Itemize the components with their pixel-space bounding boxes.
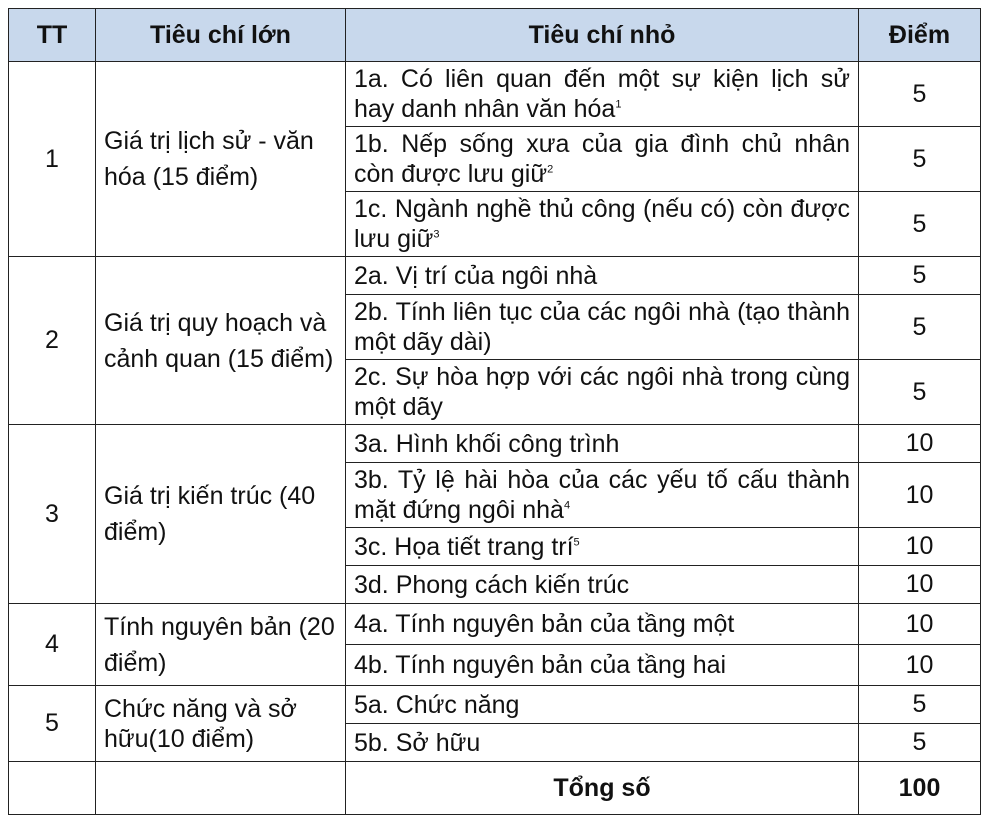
header-tt: TT	[9, 9, 96, 62]
criterion-points: 5	[859, 192, 981, 257]
minor-criterion	[346, 528, 859, 566]
minor-criterion-text: 1b. Nếp sống xưa của gia đình chủ nhân còn được lưu giữ	[354, 130, 850, 188]
header-row	[9, 9, 981, 62]
total-row	[9, 762, 981, 815]
criterion-points: 10	[859, 528, 981, 566]
criterion-points: 5	[859, 127, 981, 192]
major-criterion: Giá trị quy hoạch và cảnh quan (15 điểm)	[96, 257, 346, 425]
group-number: 2	[9, 257, 96, 425]
criterion-points: 10	[859, 463, 981, 528]
total-label: Tổng số	[346, 762, 859, 815]
criterion-points: 10	[859, 645, 981, 686]
header-minor-criteria: Tiêu chí nhỏ	[346, 9, 859, 62]
table-row	[9, 257, 981, 295]
criteria-table	[8, 8, 981, 815]
footnote-marker: 1	[615, 98, 622, 111]
minor-criterion: 3d. Phong cách kiến trúc	[346, 566, 859, 604]
criterion-points: 5	[859, 724, 981, 762]
criterion-points: 10	[859, 604, 981, 645]
criterion-points: 5	[859, 686, 981, 724]
table-row	[9, 604, 981, 645]
criterion-points: 10	[859, 425, 981, 463]
header-major-criteria: Tiêu chí lớn	[96, 9, 346, 62]
minor-criterion: 5b. Sở hữu	[346, 724, 859, 762]
major-criterion: Giá trị kiến trúc (40 điểm)	[96, 425, 346, 604]
minor-criterion: 4a. Tính nguyên bản của tầng một	[346, 604, 859, 645]
major-criterion: Giá trị lịch sử - văn hóa (15 điểm)	[96, 62, 346, 257]
table-row	[9, 686, 981, 724]
minor-criterion-text: 3c. Họa tiết trang trí	[354, 532, 574, 561]
minor-criterion: 3a. Hình khối công trình	[346, 425, 859, 463]
footnote-marker: 4	[563, 499, 571, 512]
minor-criterion	[346, 62, 859, 127]
criterion-points: 5	[859, 360, 981, 425]
footnote-marker: 5	[573, 536, 580, 549]
footnote-marker: 3	[433, 228, 440, 241]
header-points: Điểm	[859, 9, 981, 62]
minor-criterion-text: 1a. Có liên quan đến một sự kiện lịch sử hay danh nhân văn hóa	[354, 65, 850, 123]
minor-criterion-text: 3b. Tỷ lệ hài hòa của các yếu tố cấu thành mặt đứng ngôi nhà	[354, 466, 850, 524]
criteria-table-container	[8, 8, 980, 815]
total-empty-major	[96, 762, 346, 815]
criterion-points: 5	[859, 257, 981, 295]
group-number: 3	[9, 425, 96, 604]
major-criterion: Chức năng và sở hữu(10 điểm)	[96, 686, 346, 762]
total-empty-tt	[9, 762, 96, 815]
footnote-marker: 2	[547, 163, 554, 176]
minor-criterion-text: 1c. Ngành nghề thủ công (nếu có) còn được lưu giữ	[354, 195, 850, 253]
minor-criterion	[346, 192, 859, 257]
major-criterion: Tính nguyên bản (20 điểm)	[96, 604, 346, 686]
minor-criterion: 2c. Sự hòa hợp với các ngôi nhà trong cùng một dãy	[346, 360, 859, 425]
group-number: 1	[9, 62, 96, 257]
table-row	[9, 425, 981, 463]
criterion-points: 5	[859, 62, 981, 127]
minor-criterion	[346, 127, 859, 192]
group-number: 4	[9, 604, 96, 686]
total-points: 100	[859, 762, 981, 815]
minor-criterion	[346, 463, 859, 528]
table-row	[9, 62, 981, 127]
minor-criterion: 2a. Vị trí của ngôi nhà	[346, 257, 859, 295]
criterion-points: 5	[859, 295, 981, 360]
group-number: 5	[9, 686, 96, 762]
minor-criterion: 5a. Chức năng	[346, 686, 859, 724]
minor-criterion: 2b. Tính liên tục của các ngôi nhà (tạo thành một dãy dài)	[346, 295, 859, 360]
minor-criterion: 4b. Tính nguyên bản của tầng hai	[346, 645, 859, 686]
criterion-points: 10	[859, 566, 981, 604]
